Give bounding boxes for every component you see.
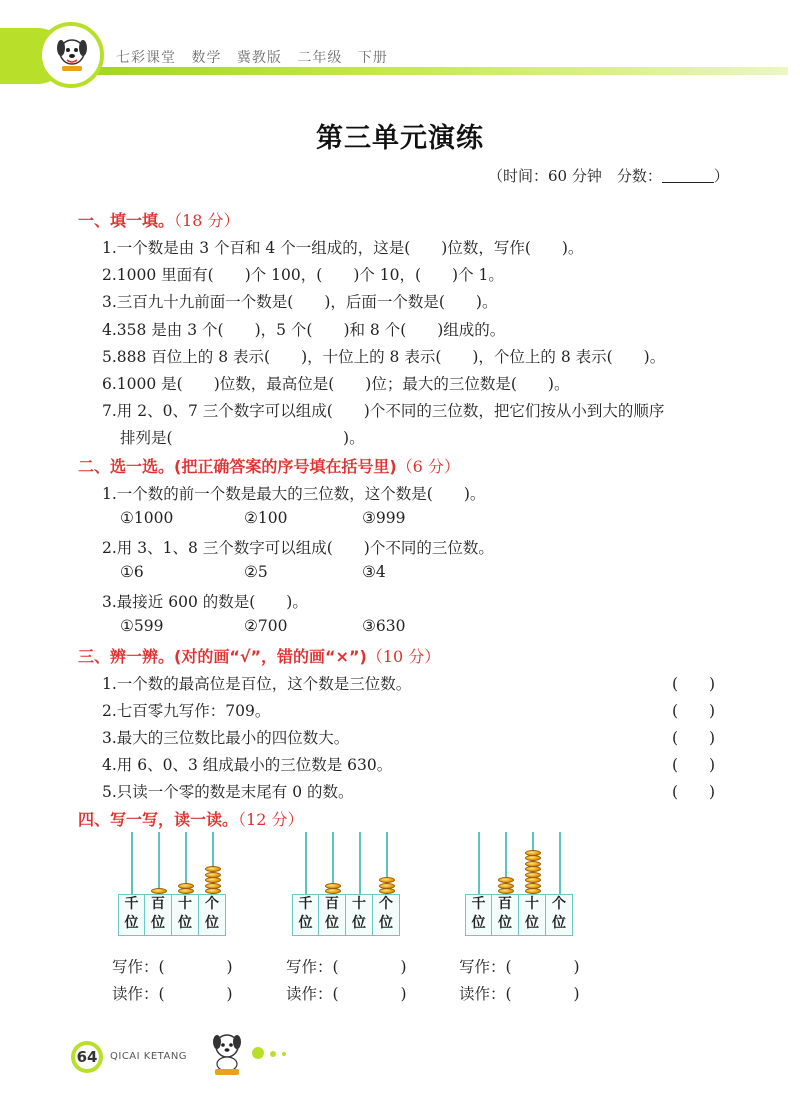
section-points: （12 分） [238, 810, 304, 829]
judge-question: 1.一个数的最高位是百位，这个数是三位数。 [102, 675, 412, 693]
place-value-char: 位 [325, 915, 339, 931]
choice-option[interactable]: ②100 [244, 509, 288, 527]
choice-option[interactable]: ②700 [244, 617, 288, 635]
answer-box[interactable]: ( ) [672, 783, 716, 801]
place-value-char: 个 [552, 896, 566, 912]
choice-option[interactable]: ③630 [362, 617, 406, 635]
place-value-labels [118, 894, 226, 936]
fill-question: 2.1000 里面有( )个 100，( )个 10，( )个 1。 [102, 266, 504, 284]
abacus-bead [525, 872, 541, 878]
choice-option[interactable]: ①1000 [120, 509, 174, 527]
page-title: 第三单元演练 [316, 123, 484, 154]
abacus-bead [205, 872, 221, 878]
place-value-char: 十 [352, 896, 366, 912]
header-term: 下册 [357, 50, 388, 66]
fill-question: 6.1000 是( )位数，最高位是( )位；最大的三位数是( )。 [102, 375, 570, 393]
page-number: 64 [75, 1045, 99, 1069]
abacus-bead [325, 883, 341, 889]
section-1-heading [78, 208, 239, 231]
place-value-cell [346, 894, 373, 936]
write-answer[interactable]: 写作：( ) [459, 958, 580, 976]
abacus-rod [131, 832, 133, 894]
section-heading-text: 一、填一填。 [78, 211, 175, 230]
abacus-bead [525, 877, 541, 883]
answer-box[interactable]: ( ) [672, 675, 716, 693]
place-value-cell [172, 894, 199, 936]
time-score-info [488, 165, 729, 186]
place-value-char: 位 [552, 915, 566, 931]
abacus-bead [525, 855, 541, 861]
decor-dot [252, 1047, 264, 1059]
place-value-cell [118, 894, 145, 936]
place-value-char: 千 [471, 896, 486, 912]
section-points: （6 分） [396, 457, 460, 476]
header-text [116, 47, 398, 67]
fill-question-continued: 排列是( )。 [120, 429, 365, 447]
section-points: （10 分） [366, 647, 441, 666]
abacus-bead [205, 866, 221, 872]
header-edition: 冀教版 [236, 50, 282, 66]
fill-question: 1.一个数是由 3 个百和 4 个一组成的，这是( )位数，写作( )。 [102, 239, 584, 257]
answer-box[interactable]: ( ) [672, 756, 716, 774]
place-value-char: 位 [178, 915, 192, 931]
header-subject: 数学 [191, 50, 222, 66]
choice-option[interactable]: ①6 [120, 563, 144, 581]
place-value-char: 位 [471, 915, 486, 931]
abacus-bead [379, 883, 395, 889]
read-answer[interactable]: 读作：( ) [286, 985, 407, 1003]
place-value-cell [492, 894, 519, 936]
place-value-labels [292, 894, 400, 936]
abacus-rod [305, 832, 307, 894]
abacus-bead [525, 861, 541, 867]
abacus [465, 832, 573, 954]
abacus [292, 832, 400, 954]
abacus-bead [498, 877, 514, 883]
brand-text: QICAI KETANG [110, 1051, 188, 1062]
place-value-char: 位 [498, 915, 512, 931]
fill-question: 7.用 2、0、7 三个数字可以组成( )个不同的三位数，把它们按从小到大的顺序 [102, 402, 665, 420]
time-info-text: （时间：60 分钟 分数： [488, 167, 662, 185]
place-value-char: 位 [525, 915, 539, 931]
place-value-cell [546, 894, 573, 936]
place-value-cell [519, 894, 546, 936]
place-value-char: 位 [205, 915, 219, 931]
abacus-rod [559, 832, 561, 894]
section-heading-text: 二、选一选。(把正确答案的序号填在括号里) [78, 457, 397, 476]
place-value-char: 十 [525, 896, 539, 912]
place-value-char: 位 [124, 915, 139, 931]
dog-mascot-icon [206, 1030, 248, 1076]
place-value-char: 位 [151, 915, 165, 931]
judge-question: 4.用 6、0、3 组成最小的三位数是 630。 [102, 756, 393, 774]
place-value-char: 百 [151, 896, 165, 912]
judge-question: 3.最大的三位数比最小的四位数大。 [102, 729, 350, 747]
choice-option[interactable]: ②5 [244, 563, 268, 581]
place-value-char: 个 [205, 896, 219, 912]
section-points: （18 分） [174, 211, 240, 230]
abacus-bead [205, 883, 221, 889]
choice-option[interactable]: ③999 [362, 509, 406, 527]
place-value-char: 个 [379, 896, 393, 912]
place-value-cell [373, 894, 400, 936]
time-info-end: ） [713, 167, 729, 185]
place-value-char: 位 [379, 915, 393, 931]
abacus-bead [178, 883, 194, 889]
dog-mascot-icon [53, 32, 91, 72]
judge-question: 2.七百零九写作：709。 [102, 702, 271, 720]
header-series: 七彩课堂 [116, 50, 176, 66]
read-answer[interactable]: 读作：( ) [112, 985, 233, 1003]
section-2-heading [78, 454, 460, 477]
choice-question: 2.用 3、1、8 三个数字可以组成( )个不同的三位数。 [102, 539, 494, 557]
abacus-bead [525, 850, 541, 856]
choice-question: 3.最接近 600 的数是( )。 [102, 593, 308, 611]
place-value-cell [292, 894, 319, 936]
choice-question: 1.一个数的前一个数是最大的三位数，这个数是( )。 [102, 485, 486, 503]
place-value-char: 位 [352, 915, 366, 931]
place-value-cell [145, 894, 172, 936]
header-grade: 二年级 [297, 50, 343, 66]
section-heading-text: 四、写一写，读一读。 [78, 810, 239, 829]
answer-box[interactable]: ( ) [672, 729, 716, 747]
place-value-cell [465, 894, 492, 936]
place-value-cell [319, 894, 346, 936]
abacus-bead [525, 883, 541, 889]
abacus-bead [498, 883, 514, 889]
abacus-bead [379, 877, 395, 883]
abacus-rod [158, 832, 160, 894]
section-4-heading [78, 807, 303, 830]
write-answer[interactable]: 写作：( ) [286, 958, 407, 976]
judge-question: 5.只读一个零的数是末尾有 0 的数。 [102, 783, 354, 801]
place-value-char: 百 [498, 896, 512, 912]
choice-option[interactable]: ①599 [120, 617, 164, 635]
fill-question: 3.三百九十九前面一个数是( )，后面一个数是( )。 [102, 293, 498, 311]
decor-dot [270, 1051, 276, 1057]
answer-box[interactable]: ( ) [672, 702, 716, 720]
score-blank[interactable] [662, 168, 714, 183]
write-answer[interactable]: 写作：( ) [112, 958, 233, 976]
abacus-rod [478, 832, 480, 894]
header-bar [58, 67, 788, 75]
place-value-char: 十 [178, 896, 192, 912]
section-heading-text: 三、辨一辨。(对的画“√”，错的画“×”) [78, 647, 367, 666]
place-value-char: 千 [298, 896, 313, 912]
decor-dot [282, 1052, 286, 1056]
choice-option[interactable]: ③4 [362, 563, 386, 581]
fill-question: 5.888 百位上的 8 表示( )，十位上的 8 表示( )，个位上的 8 表示( )。 [102, 348, 666, 366]
abacus-bead [525, 866, 541, 872]
place-value-labels [465, 894, 573, 936]
place-value-char: 位 [298, 915, 313, 931]
place-value-char: 千 [124, 896, 139, 912]
abacus-bead [205, 877, 221, 883]
place-value-cell [199, 894, 226, 936]
abacus-rod [359, 832, 361, 894]
section-3-heading [78, 644, 440, 667]
read-answer[interactable]: 读作：( ) [459, 985, 580, 1003]
fill-question: 4.358 是由 3 个( )，5 个( )和 8 个( )组成的。 [102, 321, 506, 339]
place-value-char: 百 [325, 896, 339, 912]
abacus [118, 832, 226, 954]
